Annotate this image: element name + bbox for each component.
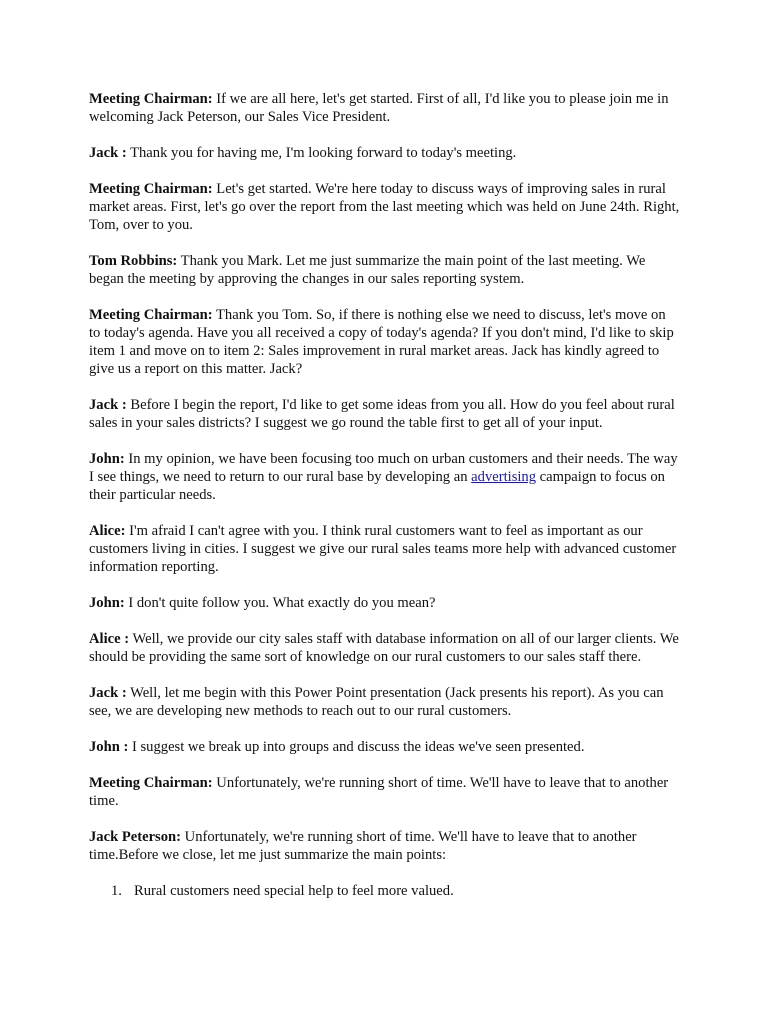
dialogue-text: In my opinion, we have been focusing too much on urban customers and their needs. The way I see things, we need to return to our rural base by developing an [89,451,678,485]
speaker-name: Meeting Chairman: [89,91,213,107]
dialogue-paragraph [89,450,680,504]
dialogue-text: Thank you for having me, I'm looking forward to today's meeting. [126,145,517,161]
dialogue-paragraph [89,828,680,864]
speaker-name: Tom Robbins: [89,253,178,269]
dialogue-paragraph [89,144,680,162]
advertising-link[interactable]: advertising [471,469,537,485]
dialogue-text: Let's get started. We're here today to discuss ways of improving sales in rural market areas. First, let's go over the report from the last meeting which was held on June 24th. Right, Tom, over to you. [89,181,680,233]
summary-points-list [89,882,680,900]
dialogue-paragraph [89,684,680,720]
speaker-name: Jack : [89,145,127,161]
dialogue-text: Unfortunately, we're running short of time. We'll have to leave that to another time.Before we close, let me just summarize the main points: [89,829,637,863]
dialogue-text: Thank you Mark. Let me just summarize the main point of the last meeting. We began the meeting by approving the changes in our sales reporting system. [89,253,646,287]
dialogue-text: Well, let me begin with this Power Point presentation (Jack presents his report). As you can see, we are developing new methods to reach out to our rural customers. [89,685,664,719]
speaker-name: Meeting Chairman: [89,181,213,197]
dialogue-paragraph [89,594,680,612]
dialogue-text: If we are all here, let's get started. First of all, I'd like you to please join me in welcoming Jack Peterson, our Sales Vice President. [89,91,669,125]
speaker-name: Jack Peterson: [89,829,181,845]
list-item [111,882,680,900]
dialogue-paragraph [89,522,680,576]
speaker-name: Jack : [89,397,127,413]
dialogue-text: Before I begin the report, I'd like to get some ideas from you all. How do you feel about rural sales in your sales districts? I suggest we go round the table first to get all of your input. [89,397,675,431]
dialogue-text: Well, we provide our city sales staff with database information on all of our larger clients. We should be providing the same sort of knowledge on our rural customers to our sales staff there. [89,631,679,665]
speaker-name: Meeting Chairman: [89,307,213,323]
list-item-number: 1. [111,883,122,899]
dialogue-paragraph [89,738,680,756]
speaker-name: Alice: [89,523,126,539]
speaker-name: John: [89,451,125,467]
speaker-name: John : [89,739,129,755]
dialogue-paragraph [89,630,680,666]
list-item-text: Rural customers need special help to feel more valued. [134,883,454,899]
dialogue-paragraph [89,396,680,432]
speaker-name: John: [89,595,125,611]
dialogue-paragraph [89,252,680,288]
dialogue-text: Thank you Tom. So, if there is nothing else we need to discuss, let's move on to today's agenda. Have you all received a copy of today's agenda? If you don't mind, I'd like to skip item 1 and move on to item 2: Sales improvement in rural market areas. Jack has kindly agreed to give us a report on this matter. Jack? [89,307,674,377]
dialogue-text: I'm afraid I can't agree with you. I think rural customers want to feel as important as our customers living in cities. I suggest we give our rural sales teams more help with advanced customer information reporting. [89,523,677,575]
dialogue-text: Unfortunately, we're running short of time. We'll have to leave that to another time. [89,775,669,809]
speaker-name: Meeting Chairman: [89,775,213,791]
dialogue-paragraph [89,774,680,810]
dialogue-text: campaign to focus on their particular needs. [89,469,665,503]
speaker-name: Alice : [89,631,130,647]
speaker-name: Jack : [89,685,127,701]
dialogue-text: I suggest we break up into groups and discuss the ideas we've seen presented. [128,739,585,755]
dialogue-paragraph [89,306,680,378]
dialogue-text: I don't quite follow you. What exactly do you mean? [124,595,436,611]
dialogue-paragraph [89,90,680,126]
dialogue-paragraph [89,180,680,234]
